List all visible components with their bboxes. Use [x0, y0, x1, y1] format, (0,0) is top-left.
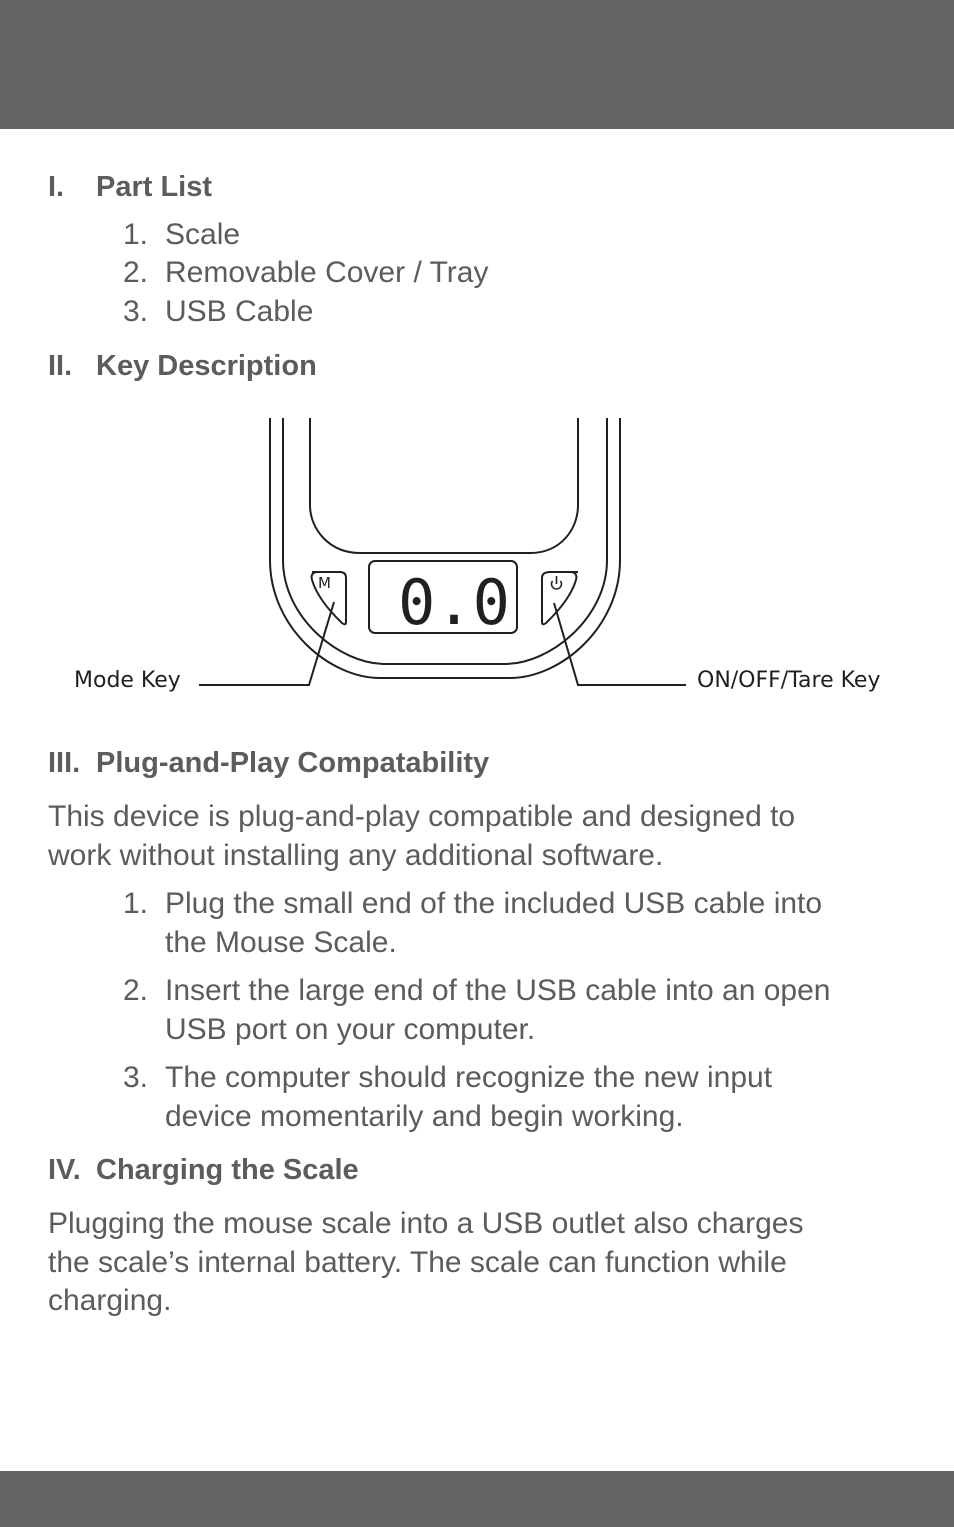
section-number: II.	[48, 350, 73, 382]
step-text	[165, 972, 830, 1049]
step-line: the Mouse Scale.	[165, 925, 397, 959]
section-title: Charging the Scale	[96, 1154, 359, 1186]
step-text	[165, 1059, 772, 1136]
mode-button-shape	[312, 572, 346, 624]
power-key-label: ON/OFF/Tare Key	[697, 668, 881, 693]
section-number: III.	[48, 747, 81, 779]
section-number: IV.	[48, 1154, 81, 1186]
tray-outline	[310, 418, 578, 553]
lcd-display	[369, 561, 517, 633]
header-band	[0, 0, 954, 129]
step-line: USB port on your computer.	[165, 1012, 536, 1046]
step-number: 1.	[122, 887, 148, 920]
paragraph-line: work without installing any additional software.	[48, 838, 664, 872]
paragraph-line: Plugging the mouse scale into a USB outlet also charges	[48, 1207, 804, 1240]
step-line: The computer should recognize the new input	[165, 1061, 773, 1094]
list-text: USB Cable	[165, 295, 314, 328]
paragraph-line: This device is plug-and-play compatible and designed to	[48, 800, 796, 833]
step-number: 2.	[122, 974, 148, 1007]
mode-button-letter: M	[318, 574, 331, 592]
power-icon	[551, 576, 561, 589]
section-title: Key Description	[96, 350, 317, 382]
paragraph	[48, 1205, 928, 1321]
footer-band	[0, 1471, 954, 1527]
mode-key-label: Mode Key	[74, 668, 181, 693]
power-button-shape	[542, 572, 578, 624]
scale-outer-outline	[270, 418, 620, 678]
mode-key-callout-line	[199, 602, 334, 685]
list-text: Removable Cover / Tray	[165, 256, 489, 289]
display-reading: 0.0	[398, 566, 510, 639]
power-key-callout-line	[554, 603, 686, 685]
step-line: Plug the small end of the included USB cable into	[165, 887, 823, 920]
list-text: Scale	[165, 218, 241, 251]
list-number: 3.	[122, 295, 148, 328]
step-number: 3.	[122, 1061, 148, 1094]
section-number: I.	[48, 171, 65, 203]
step-text	[165, 885, 822, 962]
list-number: 1.	[122, 218, 148, 251]
paragraph-line: charging.	[48, 1284, 172, 1317]
paragraph-line: the scale’s internal battery. The scale can function while	[48, 1245, 787, 1279]
scale-inner-outline	[283, 418, 607, 664]
list-number: 2.	[122, 256, 148, 289]
paragraph	[48, 798, 928, 875]
section-title: Part List	[96, 171, 213, 203]
step-line: Insert the large end of the USB cable into an open	[165, 974, 831, 1007]
step-line: device momentarily and begin working.	[165, 1099, 684, 1133]
section-title: Plug-and-Play Compatability	[96, 747, 490, 779]
